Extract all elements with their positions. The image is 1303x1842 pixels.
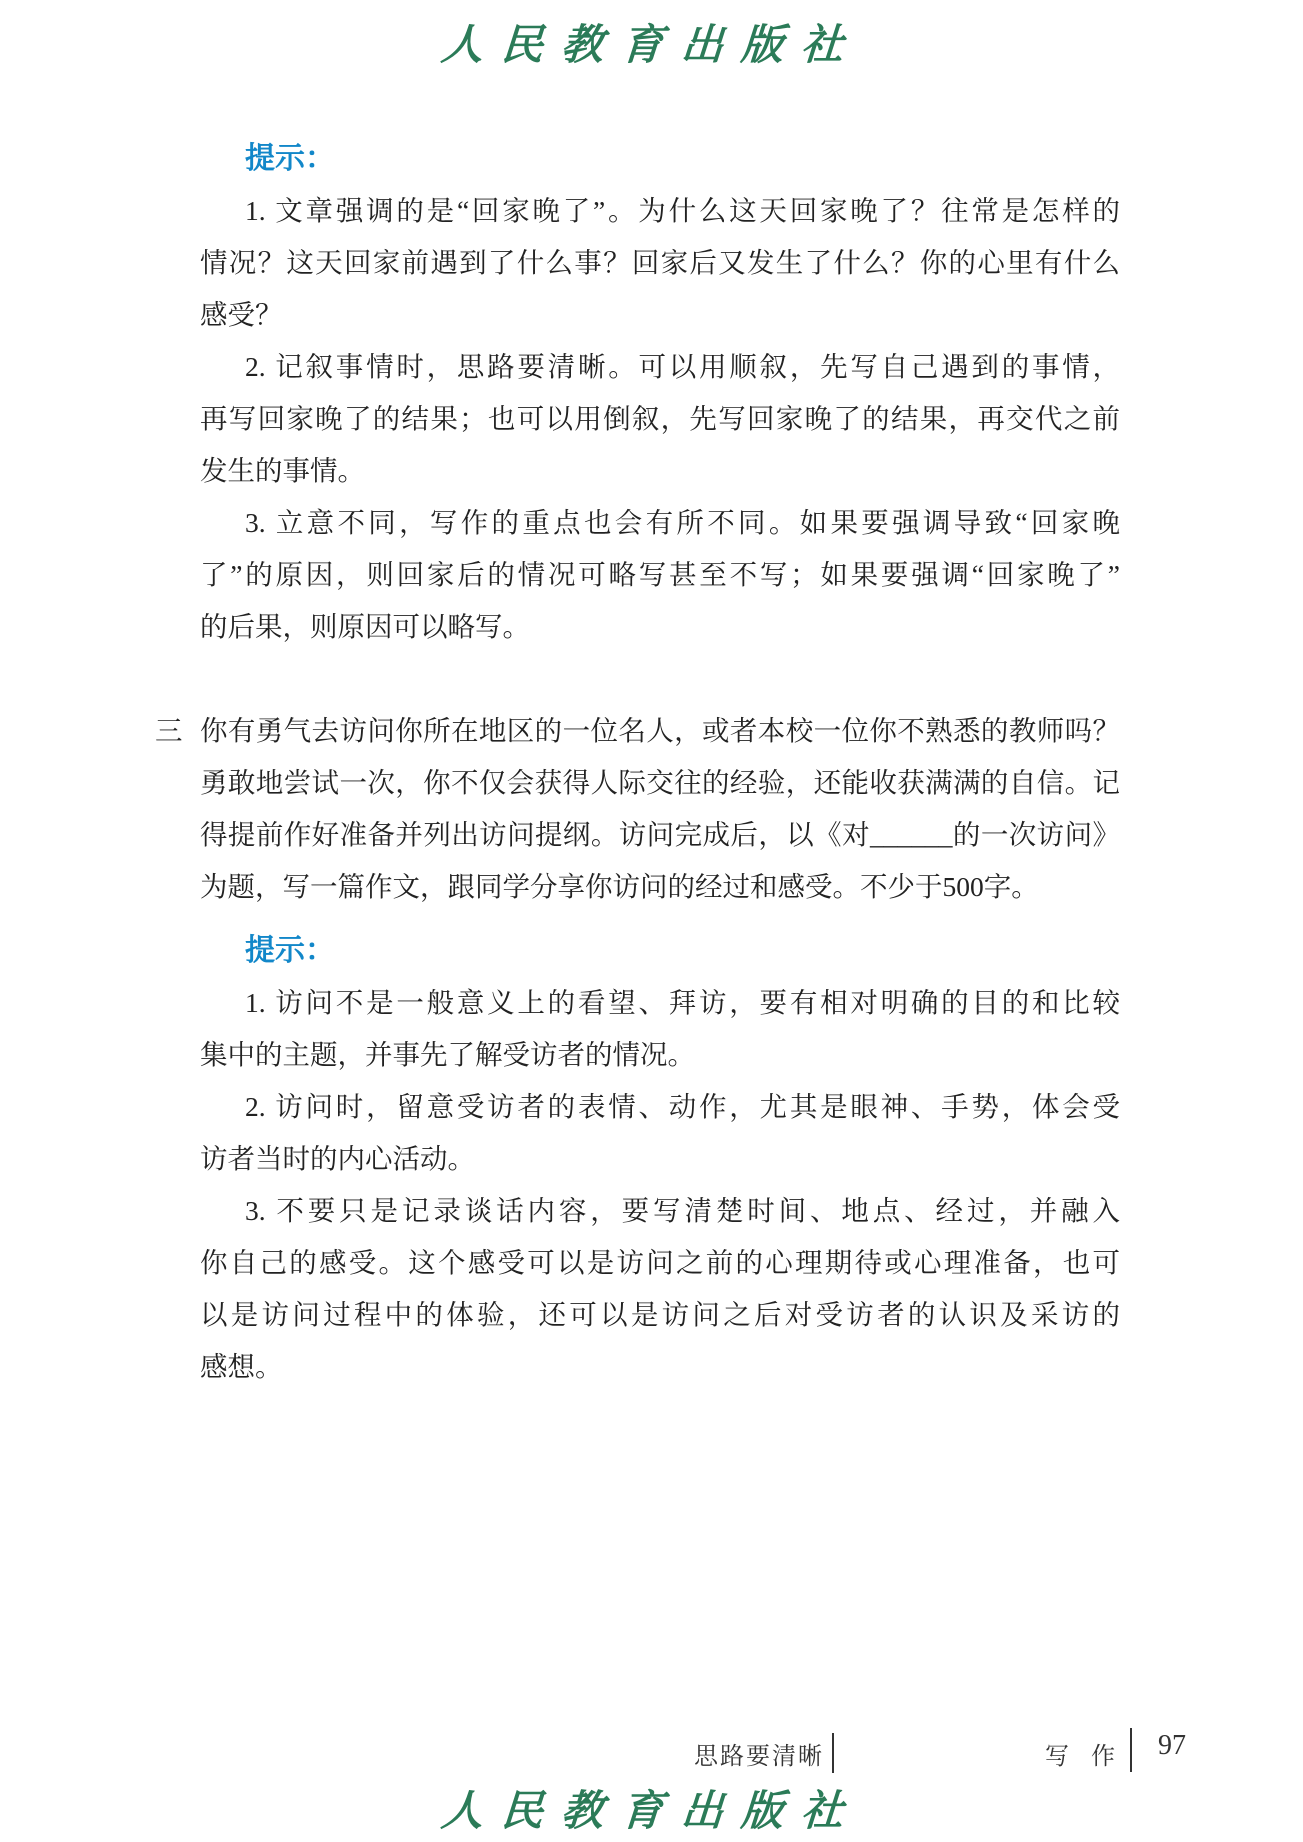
text-line: 2. 访问时，留意受访者的表情、动作，尤其是眼神、手势，体会受	[245, 1091, 1120, 1122]
exercise-three	[155, 705, 1120, 913]
hint1-item-2	[200, 341, 1120, 497]
footer-divider	[1130, 1728, 1132, 1772]
text-line: 得提前作好准备并列出访问提纲。访问完成后，以《对______的一次访问》	[200, 819, 1120, 850]
footer-unit-label: 写 作	[1045, 1744, 1123, 1770]
hint2-item-1	[200, 977, 1120, 1081]
text-line: 访者当时的内心活动。	[200, 1143, 475, 1174]
hint1-item-3	[200, 497, 1120, 653]
hint-heading-2: 提示：	[245, 934, 335, 967]
hint2-item-2	[200, 1081, 1120, 1185]
text-line: 了”的原因，则回家后的情况可略写甚至不写；如果要强调“回家晚了”	[200, 559, 1120, 590]
exercise-text	[200, 705, 1120, 913]
text-line: 2. 记叙事情时，思路要清晰。可以用顺叙，先写自己遇到的事情，	[245, 351, 1120, 382]
publisher-logo-top: 人民教育出版社	[439, 20, 864, 69]
text-line: 的后果，则原因可以略写。	[200, 611, 530, 642]
text-line: 3. 立意不同，写作的重点也会有所不同。如果要强调导致“回家晚	[245, 507, 1120, 538]
text-line: 集中的主题，并事先了解受访者的情况。	[200, 1039, 695, 1070]
page-content	[155, 133, 1120, 1393]
footer-lesson-title: 思路要清晰	[694, 1744, 824, 1770]
exercise-number: 三	[155, 715, 183, 746]
page-number: 97	[1158, 1730, 1186, 1761]
text-line: 发生的事情。	[200, 455, 365, 486]
text-line: 以是访问过程中的体验，还可以是访问之后对受访者的认识及采访的	[200, 1299, 1120, 1330]
text-line: 为题，写一篇作文，跟同学分享你访问的经过和感受。不少于500字。	[200, 871, 1039, 902]
hint1-item-1	[200, 185, 1120, 341]
text-line: 你自己的感受。这个感受可以是访问之前的心理期待或心理准备，也可	[200, 1247, 1120, 1278]
footer-divider	[832, 1733, 834, 1773]
text-line: 情况？这天回家前遇到了什么事？回家后又发生了什么？你的心里有什么	[200, 247, 1120, 278]
text-line: 感受？	[200, 299, 283, 330]
hint-heading-1: 提示：	[245, 142, 335, 175]
text-line: 1. 访问不是一般意义上的看望、拜访，要有相对明确的目的和比较	[245, 987, 1120, 1018]
hint2-item-3	[200, 1185, 1120, 1393]
publisher-logo-bottom: 人民教育出版社	[439, 1786, 864, 1835]
text-line: 感想。	[200, 1351, 283, 1382]
text-line: 勇敢地尝试一次，你不仅会获得人际交往的经验，还能收获满满的自信。记	[200, 767, 1120, 798]
text-line: 3. 不要只是记录谈话内容，要写清楚时间、地点、经过，并融入	[245, 1195, 1120, 1226]
text-line: 1. 文章强调的是“回家晚了”。为什么这天回家晚了？往常是怎样的	[245, 195, 1120, 226]
text-line: 你有勇气去访问你所在地区的一位名人，或者本校一位你不熟悉的教师吗？	[200, 715, 1120, 746]
text-line: 再写回家晚了的结果；也可以用倒叙，先写回家晚了的结果，再交代之前	[200, 403, 1120, 434]
